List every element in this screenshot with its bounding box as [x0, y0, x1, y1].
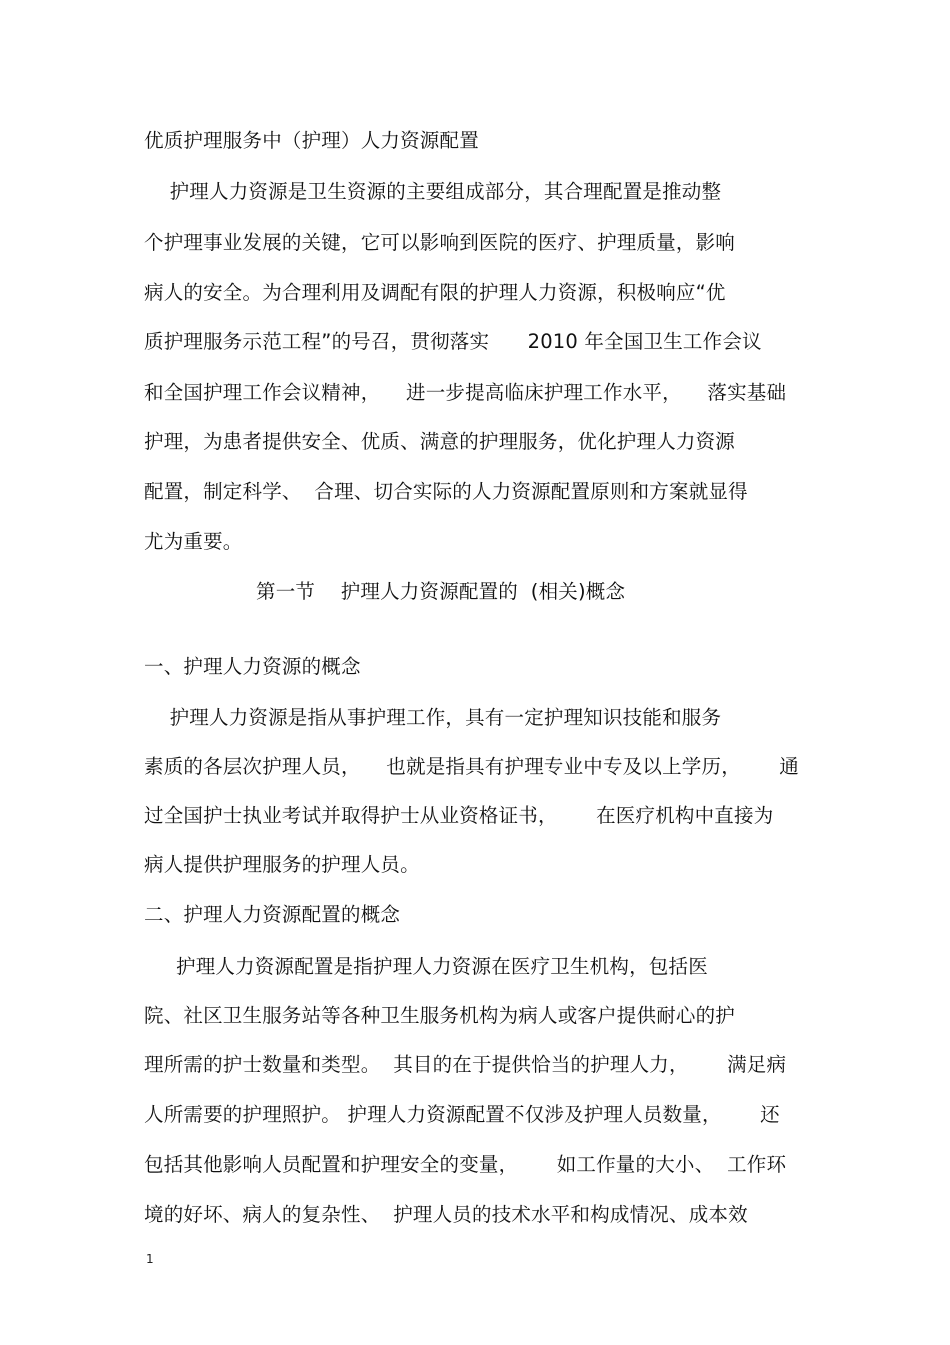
paragraph-line: 尤为重要。: [144, 530, 243, 553]
paragraph-line: 院、社区卫生服务站等各种卫生服务机构为病人或客户提供耐心的护: [144, 1004, 736, 1027]
section-heading: 第一节 护理人力资源配置的 (相关)概念: [256, 580, 626, 603]
document-title: 优质护理服务中（护理）人力资源配置: [144, 129, 479, 152]
paragraph-line: 包括其他影响人员配置和护理安全的变量， 如工作量的大小、 工作环: [144, 1153, 787, 1176]
subsection-heading: 二、护理人力资源配置的概念: [144, 903, 401, 926]
paragraph-line: 护理人力资源是指从事护理工作，具有一定护理知识技能和服务: [144, 706, 722, 729]
paragraph-line: 过全国护士执业考试并取得护士从业资格证书， 在医疗机构中直接为: [144, 804, 774, 827]
paragraph-line: 人所需要的护理照护。 护理人力资源配置不仅涉及护理人员数量， 还: [144, 1103, 780, 1126]
paragraph-line: 护理，为患者提供安全、优质、满意的护理服务，优化护理人力资源: [144, 430, 736, 453]
paragraph-line: 质护理服务示范工程”的号召，贯彻落实 2010 年全国卫生工作会议: [144, 330, 762, 353]
paragraph-line: 病人的安全。为合理利用及调配有限的护理人力资源，积极响应“优: [144, 281, 726, 304]
paragraph-line: 和全国护理工作会议精神， 进一步提高临床护理工作水平， 落实基础: [144, 381, 787, 404]
paragraph-line: 护理人力资源是卫生资源的主要组成部分，其合理配置是推动整: [144, 180, 722, 203]
paragraph-line: 素质的各层次护理人员， 也就是指具有护理专业中专及以上学历， 通: [144, 755, 799, 778]
paragraph-line: 境的好坏、病人的复杂性、 护理人员的技术水平和构成情况、成本效: [144, 1203, 748, 1226]
paragraph-line: 个护理事业发展的关键，它可以影响到医院的医疗、护理质量，影响: [144, 231, 736, 254]
paragraph-line: 理所需的护士数量和类型。 其目的在于提供恰当的护理人力， 满足病: [144, 1053, 787, 1076]
paragraph-line: 病人提供护理服务的护理人员。: [144, 853, 420, 876]
page-number: 1: [146, 1252, 154, 1266]
paragraph-line: 护理人力资源配置是指护理人力资源在医疗卫生机构，包括医: [144, 955, 708, 978]
paragraph-line: 配置，制定科学、 合理、切合实际的人力资源配置原则和方案就显得: [144, 480, 748, 503]
subsection-heading: 一、护理人力资源的概念: [144, 655, 361, 678]
